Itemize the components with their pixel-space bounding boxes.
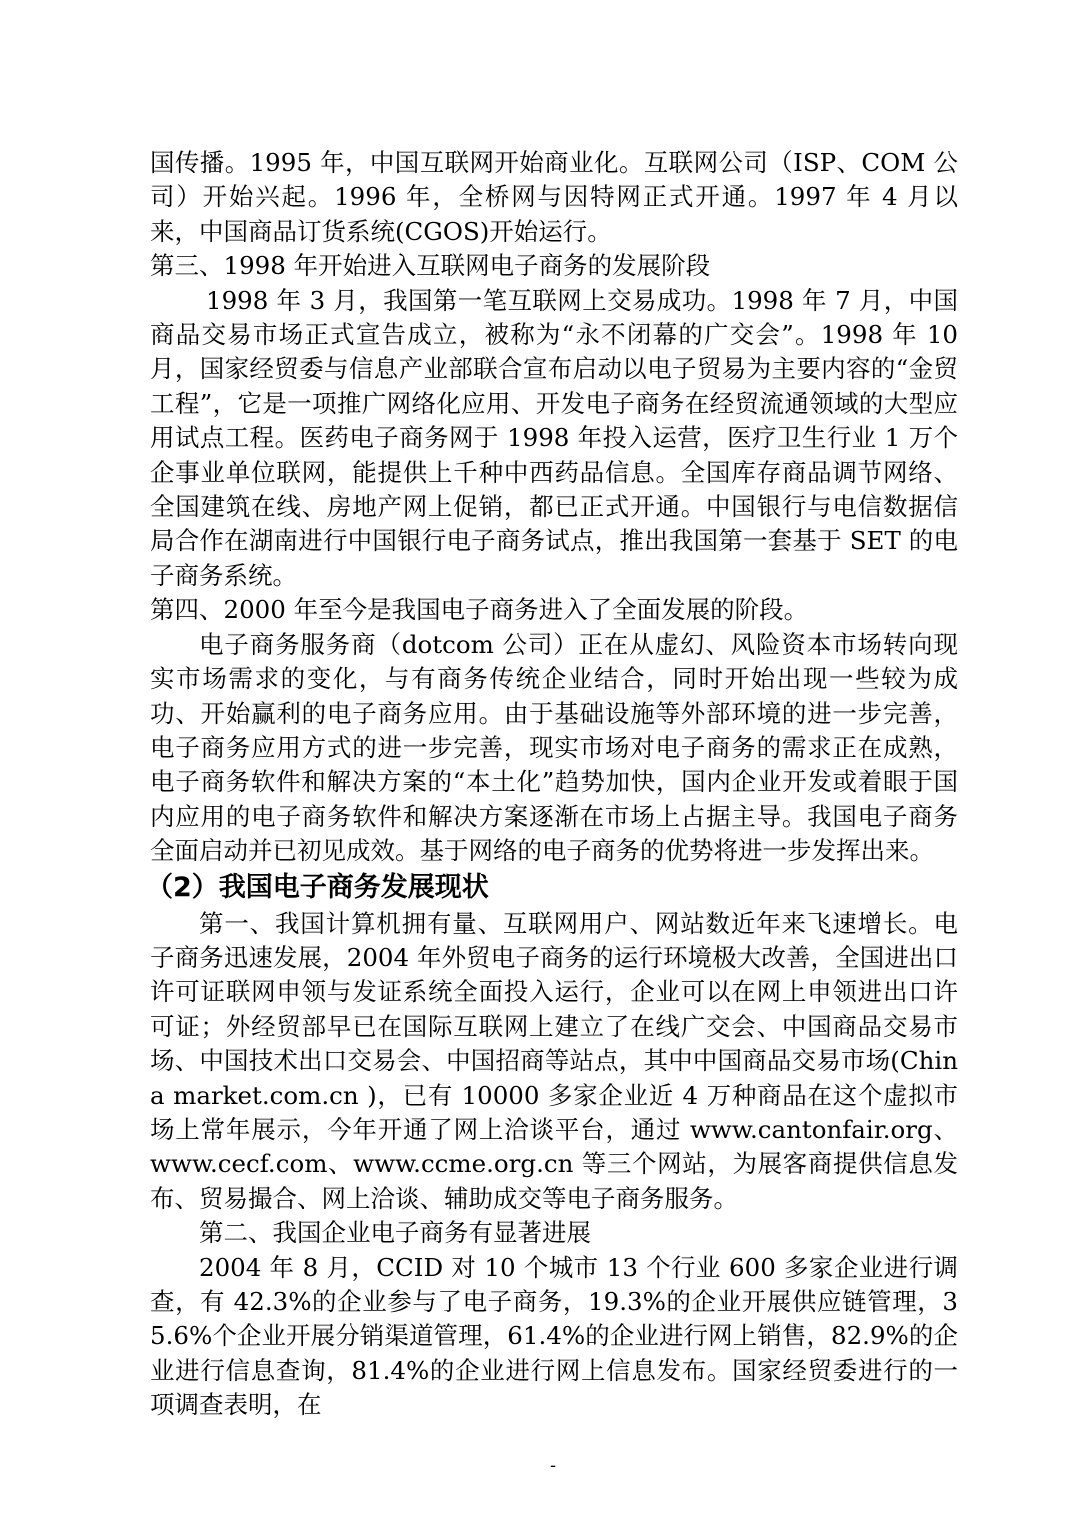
section-heading-current-status: （2）我国电子商务发展现状 bbox=[146, 871, 489, 903]
paragraph-stage-four: 电子商务服务商（dotcom 公司）正在从虚幻、风险资本市场转向现实市场需求的变化，与有商务传统企业结合，同时开始出现一些较为成功、开始赢利的电子商务应用。由于基础设施等外部环境的进一步完善，电子商务应用方式的进一步完善，现实市场对电子商务的需求正在成熟，电子商务软件和解决方案的“本土化”趋势加快，国内企业开发或着眼于国内应用的电子商务软件和解决方案逐渐在市场上占据主导。我国电子商务全面启动并已初见成效。基于网络的电子商务的优势将进一步发挥出来。 bbox=[150, 629, 958, 866]
section-heading-stage-three: 第三、1998 年开始进入互联网电子商务的发展阶段 bbox=[150, 251, 711, 281]
paragraph-stage-three: 1998 年 3 月，我国第一笔互联网上交易成功。1998 年 7 月，中国商品交易市场正式宣告成立，被称为“永不闭幕的广交会”。1998 年 10 月，国家经贸委与信息产业部联合宣布启动以电子贸易为主要内容的“金贸工程”，它是一项推广网络化应用、开发电子商务在经贸流通领域的大型应用试点工程。医药电子商务网于 1998 年投入运营，医疗卫生行业 1 万个企事业单位联网，能提供上千种中西药品信息。全国库存商品调节网络、全国建筑在线、房地产网上促销，都已正式开通。中国银行与电信数据信局合作在湖南进行中国银行电子商务试点，推出我国第一套基于 SET 的电子商务系统。 bbox=[150, 285, 958, 590]
paragraph-intro-continuation: 国传播。1995 年，中国互联网开始商业化。互联网公司（ISP、COM 公司）开始兴起。1996 年，全桥网与因特网正式开通。1997 年 4 月以来，中国商品订货系统(CGOS)开始运行。 bbox=[150, 148, 958, 246]
section-heading-stage-four: 第四、2000 年至今是我国电子商务进入了全面发展的阶段。 bbox=[150, 595, 809, 625]
paragraph-status-second: 2004 年 8 月，CCID 对 10 个城市 13 个行业 600 多家企业进行调查，有 42.3%的企业参与了电子商务，19.3%的企业开展供应链管理，35.6%个企业开展分销渠道管理，61.4%的企业进行网上销售，82.9%的企业进行信息查询，81.4%的企业进行网上信息发布。国家经贸委进行的一项调查表明，在 bbox=[150, 1252, 958, 1420]
document-body bbox=[146, 146, 958, 1423]
paragraph-status-second-heading: 第二、我国企业电子商务有显著进展 bbox=[199, 1218, 591, 1248]
page-footer-mark: - bbox=[549, 1455, 557, 1476]
paragraph-status-first: 第一、我国计算机拥有量、互联网用户、网站数近年来飞速增长。电子商务迅速发展，2004 年外贸电子商务的运行环境极大改善，全国进出口许可证联网申领与发证系统全面投入运行，企业可以在网上申领进出口许可证；外经贸部早已在国际互联网上建立了在线广交会、中国商品交易市场、中国技术出口交易会、中国招商等站点，其中中国商品交易市场(China market.com.cn )，已有 10000 多家企业近 4 万种商品在这个虚拟市场上常年展示，今年开通了网上洽谈平台，通过 www.cantonfair.org、www.cecf.com、www.ccme.org.cn 等三个网站，为展客商提供信息发布、贸易撮合、网上洽谈、辅助成交等电子商务服务。 bbox=[150, 908, 958, 1213]
